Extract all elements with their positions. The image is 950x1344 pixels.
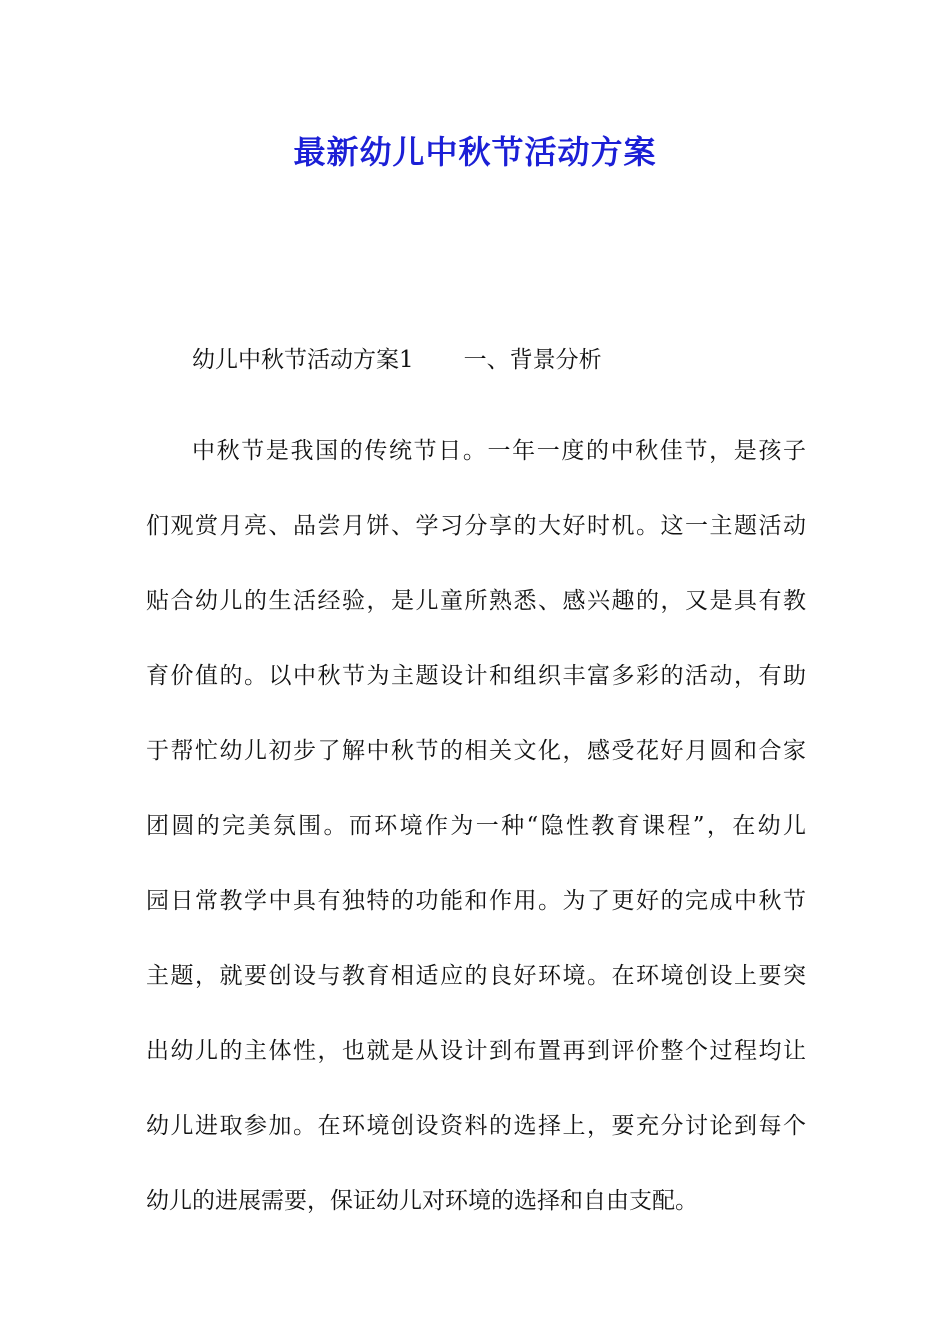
paragraph-line: 育价值的。以中秋节为主题设计和组织丰富多彩的活动，有助 [146, 663, 806, 689]
paragraph-line: 园日常教学中具有独特的功能和作用。为了更好的完成中秋节 [146, 888, 806, 914]
paragraph-line: 幼儿的进展需要，保证幼儿对环境的选择和自由支配。 [146, 1188, 698, 1214]
paragraph-line: 主题，就要创设与教育相适应的良好环境。在环境创设上要突 [146, 963, 806, 989]
paragraph-line: 于帮忙幼儿初步了解中秋节的相关文化，感受花好月圆和合家 [146, 738, 806, 764]
section-heading: 幼儿中秋节活动方案1 [192, 347, 414, 373]
paragraph-line: 中秋节是我国的传统节日。一年一度的中秋佳节，是孩子 [192, 438, 806, 464]
body-paragraph [146, 414, 806, 1239]
paragraph-line: 幼儿进取参加。在环境创设资料的选择上，要充分讨论到每个 [146, 1113, 806, 1139]
paragraph-line: 贴合幼儿的生活经验，是儿童所熟悉、感兴趣的，又是具有教 [146, 588, 806, 614]
paragraph-line: 出幼儿的主体性，也就是从设计到布置再到评价整个过程均让 [146, 1038, 806, 1064]
paragraph-line: 团圆的完美氛围。而环境作为一种“隐性教育课程”，在幼儿 [146, 813, 806, 839]
section-heading-line [192, 342, 602, 378]
paragraph-line: 们观赏月亮、品尝月饼、学习分享的大好时机。这一主题活动 [146, 513, 806, 539]
document-title: 最新幼儿中秋节活动方案 [293, 133, 657, 171]
subheading: 一、背景分析 [463, 347, 602, 373]
